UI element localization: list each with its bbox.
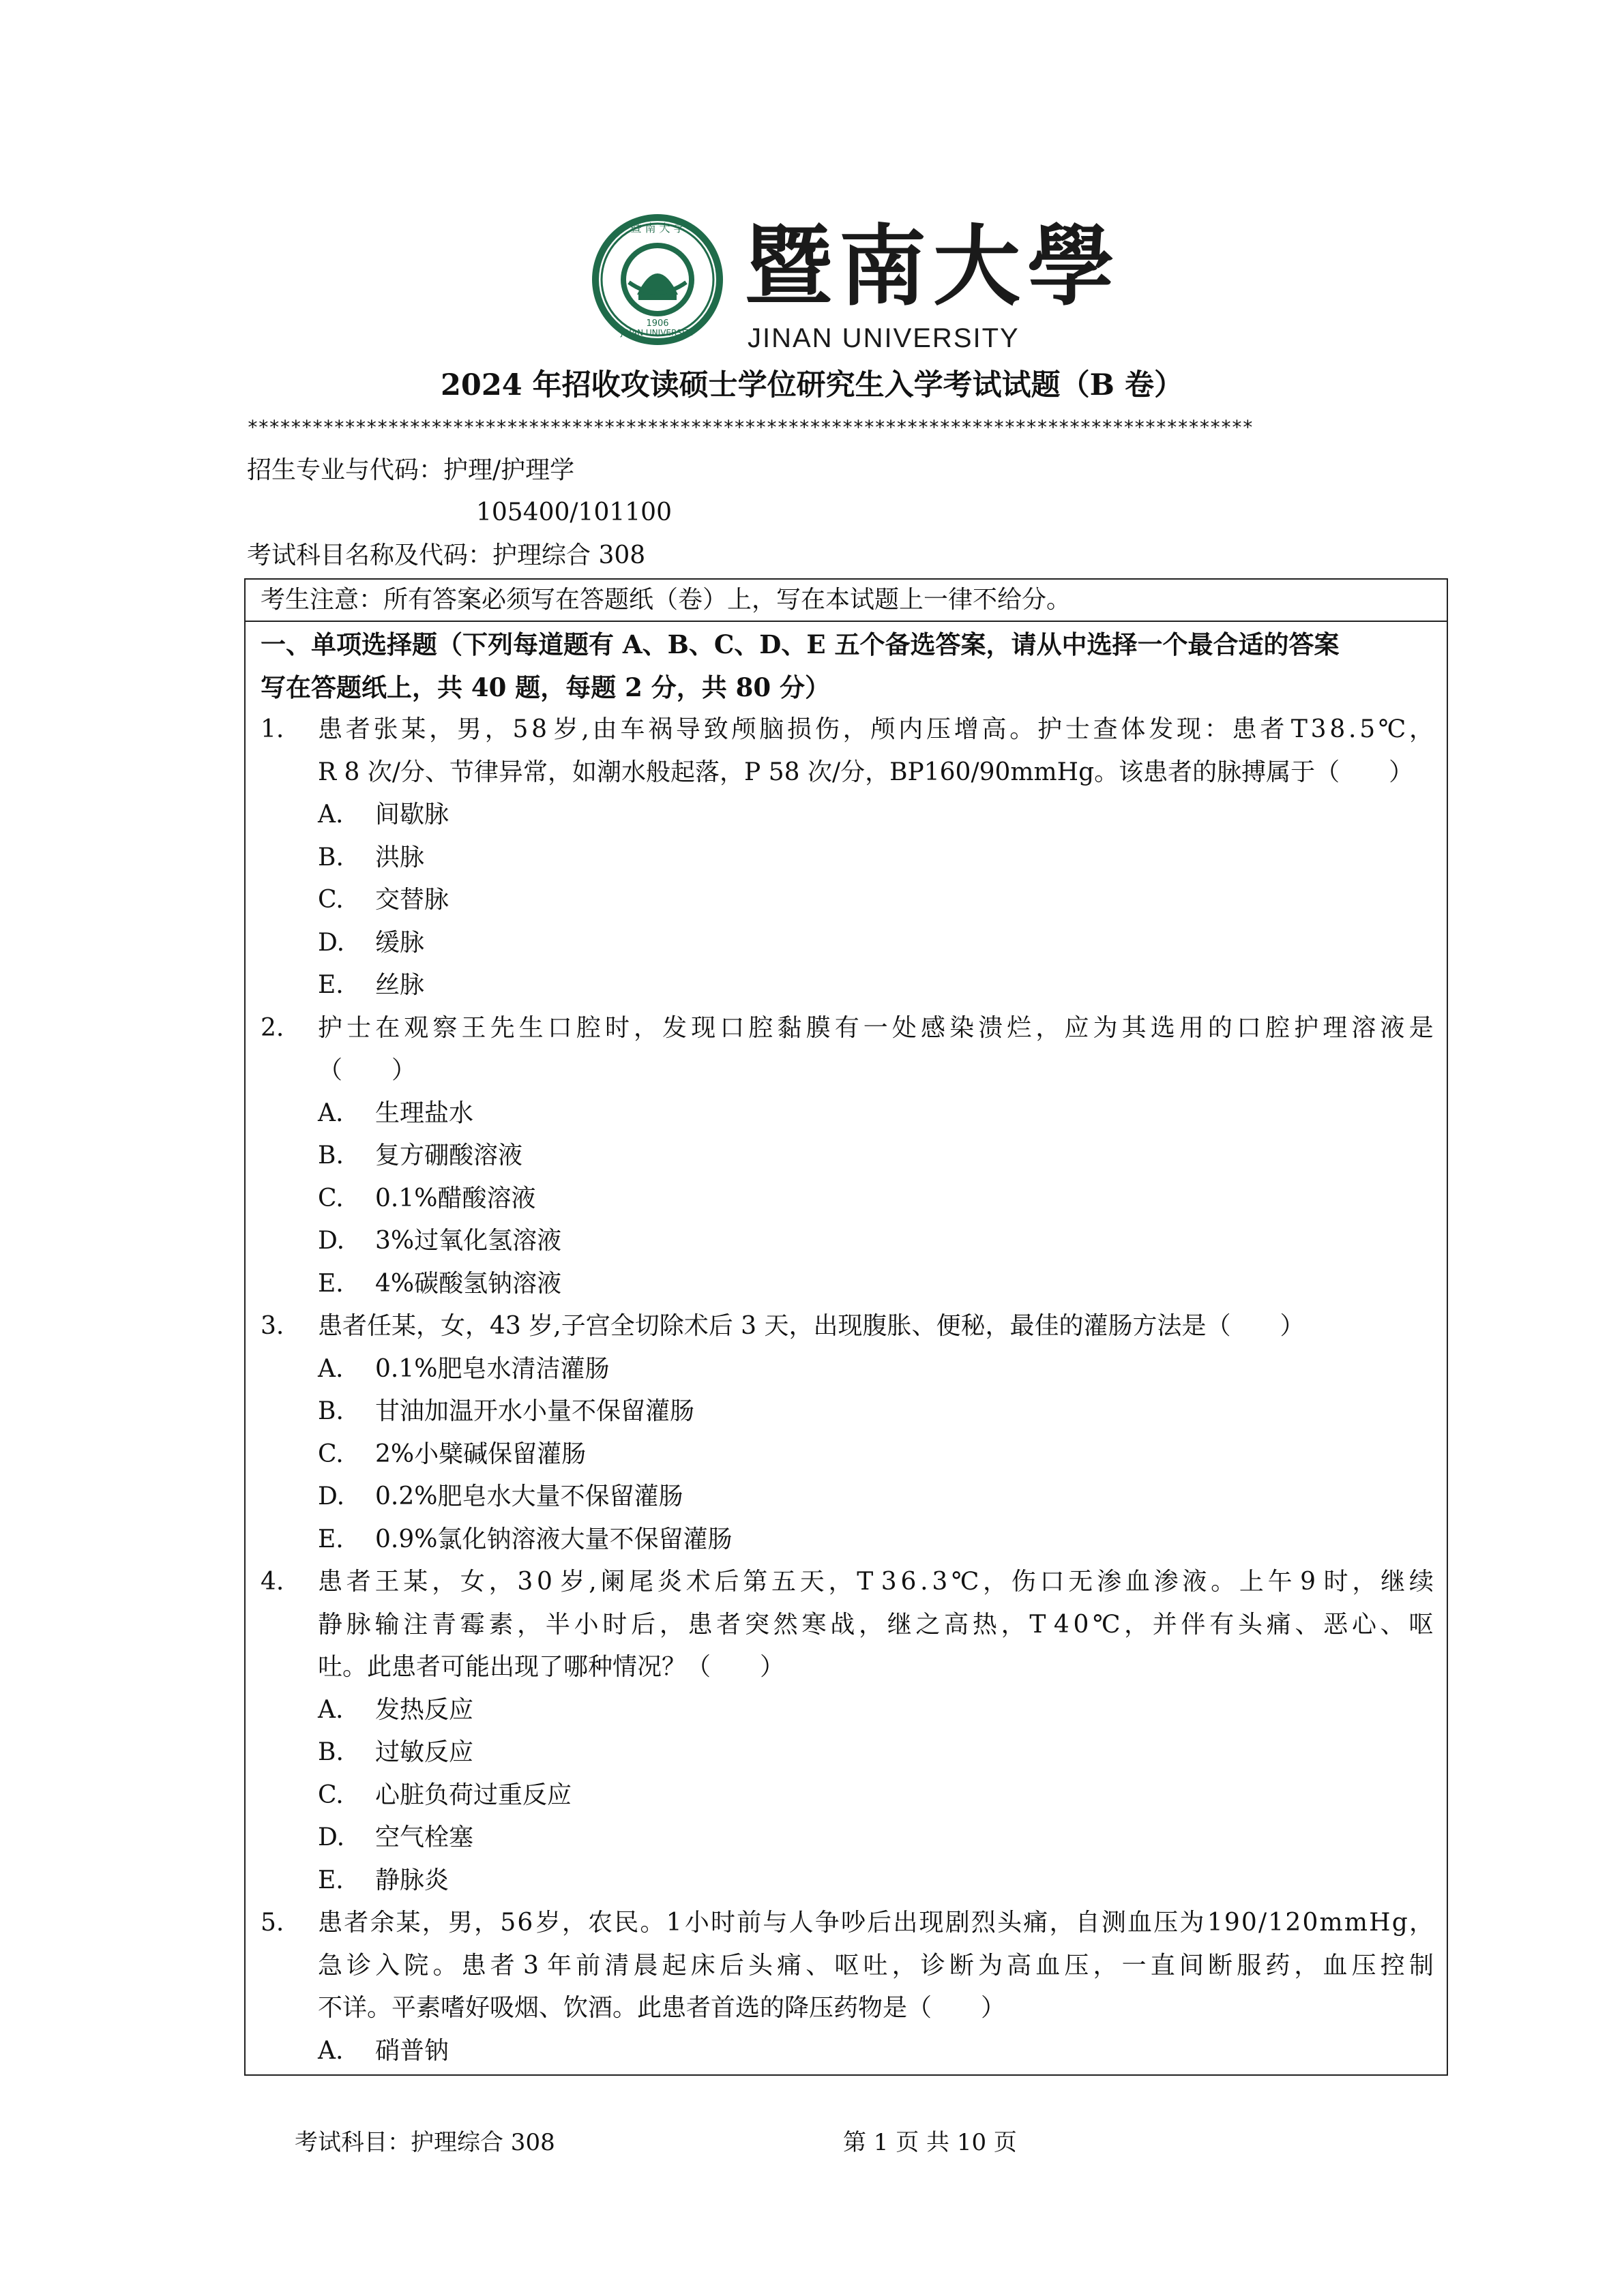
option-item xyxy=(261,1689,1434,1732)
question-number: 5. xyxy=(261,1909,284,1937)
question-2-line xyxy=(261,1007,1434,1050)
option-text: 0.1%肥皂水清洁灌肠 xyxy=(375,1354,610,1383)
option-text: 0.2%肥皂水大量不保留灌肠 xyxy=(375,1482,683,1510)
option-text: 静脉炎 xyxy=(375,1866,449,1894)
svg-text:暨 南 大 学: 暨 南 大 学 xyxy=(630,222,685,235)
option-item xyxy=(261,1433,1434,1476)
logo-name-en: JINAN UNIVERSITY xyxy=(748,323,1020,353)
question-text: 吐。此患者可能出现了哪种情况？（ ） xyxy=(318,1653,785,1681)
question-5-line xyxy=(261,1987,1434,2030)
option-text: 4%碳酸氢钠溶液 xyxy=(375,1269,562,1298)
option-item xyxy=(261,879,1434,922)
question-4-line xyxy=(261,1561,1434,1604)
option-letter: A. xyxy=(318,1354,344,1383)
question-2-line xyxy=(261,1049,1434,1092)
logo-name-cn: 暨南大學 xyxy=(745,215,1122,318)
question-text: 静 脉 输 注 青 霉 素 ， 半 小 时 后 ， 患 者 突 然 寒 战 ， 继 之 高 热 ， T 4 0 ℃ ， 并 伴 有 头 痛 、 恶 心 、 呕 xyxy=(318,1610,1434,1639)
option-letter: C. xyxy=(318,886,344,914)
question-number: 2. xyxy=(261,1013,284,1042)
option-letter: D. xyxy=(318,1227,345,1255)
option-letter: B. xyxy=(318,1142,344,1169)
option-text: 空气栓塞 xyxy=(375,1823,474,1851)
option-text: 硝普钠 xyxy=(375,2036,449,2065)
option-text: 0.1%醋酸溶液 xyxy=(375,1184,536,1212)
option-item xyxy=(261,837,1434,880)
question-number: 3. xyxy=(261,1312,284,1340)
option-text: 洪脉 xyxy=(375,843,425,871)
question-text: 患 者 王 某 ， 女 ， 3 0 岁 , 阑 尾 炎 术 后 第 五 天 ， T 3 6 . 3 ℃ ， 伤 口 无 渗 血 渗 液 。 上 午 9 时 ， 继 续 xyxy=(318,1568,1434,1596)
option-text: 过敏反应 xyxy=(375,1738,474,1766)
question-text: 急 诊 入 院 。 患 者 3 年 前 清 晨 起 床 后 头 痛 、 呕 吐 ， 诊 断 为 高 血 压 ， 一 直 间 断 服 药 ， 血 压 控 制 xyxy=(318,1951,1434,1980)
option-item xyxy=(261,1731,1434,1774)
option-item xyxy=(261,1178,1434,1221)
option-item xyxy=(261,1135,1434,1178)
question-3-line xyxy=(261,1305,1434,1348)
question-4-line xyxy=(261,1646,1434,1689)
option-letter: B. xyxy=(318,1397,344,1425)
option-text: 0.9%氯化钠溶液大量不保留灌肠 xyxy=(375,1525,733,1553)
section-heading-line-2: 写在答题纸上，共 40 题，每题 2 分，共 80 分） xyxy=(261,672,831,702)
option-letter: B. xyxy=(318,843,344,871)
option-item xyxy=(261,1263,1434,1306)
option-text: 复方硼酸溶液 xyxy=(375,1142,523,1169)
option-text: 缓脉 xyxy=(375,928,425,957)
option-letter: C. xyxy=(318,1440,344,1468)
footer-subject: 考试科目：护理综合 308 xyxy=(295,2129,555,2156)
option-text: 丝脉 xyxy=(375,971,425,999)
option-letter: E. xyxy=(318,1269,344,1298)
notice-text: 考生注意：所有答案必须写在答题纸（卷）上，写在本试题上一律不给分。 xyxy=(246,580,1447,622)
section-heading-line-1: 一、单项选择题（下列每道题有 A、B、C、D、E 五个备选答案，请从中选择一个最合适的答案 xyxy=(261,629,1340,659)
question-text: 患 者 余 某 ， 男 ， 5 6 岁 ， 农 民 。 1 小 时 前 与 人 争 吵 后 出 现 剧 烈 头 痛 ， 自 测 血 压 为 1 9 0 / 1 2 0 m m H g ， xyxy=(318,1909,1434,1937)
option-letter: D. xyxy=(318,928,345,957)
option-item xyxy=(261,922,1434,965)
option-item xyxy=(261,2030,1434,2073)
option-item xyxy=(261,1817,1434,1860)
option-item xyxy=(261,1519,1434,1562)
question-number: 1. xyxy=(261,715,284,743)
option-letter: D. xyxy=(318,1823,345,1851)
question-5-line xyxy=(261,1945,1434,1988)
subject-label: 考试科目名称及代码：护理综合 308 xyxy=(247,541,646,569)
option-letter: A. xyxy=(318,2036,344,2065)
divider-line: ********************************************************************************************* xyxy=(247,416,1253,438)
option-letter: E. xyxy=(318,971,344,999)
svg-text:JINAN UNIVERSITY: JINAN UNIVERSITY xyxy=(620,328,695,338)
question-box xyxy=(244,578,1448,2076)
option-text: 生理盐水 xyxy=(375,1099,474,1127)
exam-title: 2024 年招收攻读硕士学位研究生入学考试试题（B 卷） xyxy=(441,368,1183,402)
option-text: 交替脉 xyxy=(375,886,449,914)
question-1-line xyxy=(261,709,1434,751)
university-seal-icon xyxy=(589,211,726,348)
option-letter: C. xyxy=(318,1184,344,1212)
option-item xyxy=(261,794,1434,837)
major-code: 105400/101100 xyxy=(476,498,672,526)
option-letter: E. xyxy=(318,1525,344,1553)
option-text: 2%小檗碱保留灌肠 xyxy=(375,1440,587,1468)
option-item xyxy=(261,1220,1434,1263)
question-text: （ ） xyxy=(318,1056,417,1084)
question-text: 不详。平素嗜好吸烟、饮酒。此患者首选的降压药物是（ ） xyxy=(318,1994,1006,2022)
option-text: 心脏负荷过重反应 xyxy=(375,1780,572,1809)
option-item xyxy=(261,1860,1434,1903)
question-text: 患者任某，女，43 岁,子宫全切除术后 3 天，出现腹胀、便秘，最佳的灌肠方法是（ ） xyxy=(318,1312,1305,1340)
footer-page-number: 第 1 页 共 10 页 xyxy=(843,2129,1017,2156)
option-letter: A. xyxy=(318,801,344,829)
option-item xyxy=(261,964,1434,1007)
question-1-line xyxy=(261,751,1434,794)
option-letter: A. xyxy=(318,1099,344,1127)
option-item xyxy=(261,1390,1434,1433)
major-label: 招生专业与代码：护理/护理学 xyxy=(247,456,575,484)
option-text: 发热反应 xyxy=(375,1695,474,1724)
question-text: 护 士 在 观 察 王 先 生 口 腔 时 ， 发 现 口 腔 黏 膜 有 一 处 感 染 溃 烂 ， 应 为 其 选 用 的 口 腔 护 理 溶 液 是 xyxy=(318,1013,1434,1042)
question-number: 4. xyxy=(261,1568,284,1596)
option-letter: E. xyxy=(318,1866,344,1894)
question-list xyxy=(261,623,1434,2072)
option-text: 间歇脉 xyxy=(375,801,449,829)
option-letter: A. xyxy=(318,1695,344,1724)
option-letter: D. xyxy=(318,1482,345,1510)
question-text: R 8 次/分、节律异常，如潮水般起落，P 58 次/分，BP160/90mmHg。该患者的脉搏属于（ ） xyxy=(318,758,1414,786)
option-text: 甘油加温开水小量不保留灌肠 xyxy=(375,1397,695,1425)
question-5-line xyxy=(261,1902,1434,1945)
option-item xyxy=(261,1348,1434,1391)
question-text: 患 者 张 某 ， 男 ， 5 8 岁 , 由 车 祸 导 致 颅 脑 损 伤 ， 颅 内 压 增 高 。 护 士 查 体 发 现 ： 患 者 T 3 8 . 5 ℃ ， xyxy=(318,715,1434,743)
option-letter: C. xyxy=(318,1780,344,1809)
option-text: 3%过氧化氢溶液 xyxy=(375,1227,562,1255)
seal-year: 1906 xyxy=(646,318,669,329)
option-item xyxy=(261,1476,1434,1519)
option-item xyxy=(261,1092,1434,1135)
option-item xyxy=(261,1774,1434,1817)
question-4-line xyxy=(261,1604,1434,1647)
option-letter: B. xyxy=(318,1738,344,1766)
university-logo xyxy=(589,211,1122,355)
